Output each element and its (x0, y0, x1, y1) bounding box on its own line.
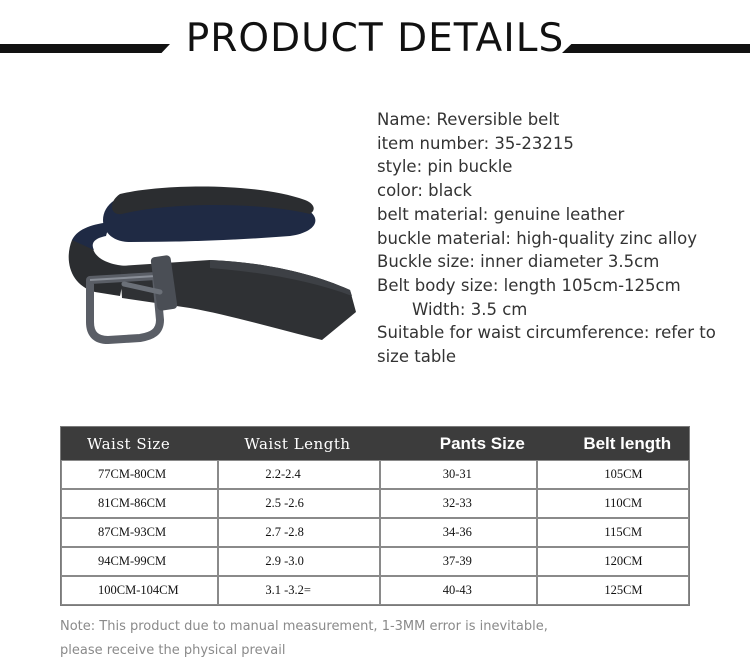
size-table (60, 426, 690, 606)
table-cell: 40-43 (380, 576, 538, 605)
table-cell: 3.1 -3.2= (218, 576, 379, 605)
table-row (61, 576, 689, 605)
belt-product-image (60, 180, 360, 350)
spec-name: Name: Reversible belt (377, 110, 560, 129)
product-specs (377, 108, 747, 369)
table-cell: 32-33 (380, 489, 538, 518)
spec-suitable-cont: size table (377, 347, 457, 367)
table-row (61, 547, 689, 576)
header-belt-length: Belt length (537, 427, 689, 460)
table-cell: 37-39 (380, 547, 538, 576)
table-cell: 125CM (537, 576, 689, 605)
spec-style: style: pin buckle (377, 157, 513, 177)
measurement-note (60, 615, 750, 663)
table-row (61, 489, 689, 518)
spec-buckle-material: buckle material: high-quality zinc alloy (377, 228, 697, 248)
table-cell: 100CM-104CM (61, 576, 218, 605)
table-cell: 94CM-99CM (61, 547, 218, 576)
spec-body-size: Belt body size: length 105cm-125cm (377, 275, 681, 295)
spec-width: Width: 3.5 cm (412, 299, 528, 319)
page-title: PRODUCT DETAILS (185, 16, 565, 61)
table-row (61, 460, 689, 489)
table-cell: 77CM-80CM (61, 460, 218, 489)
table-cell: 105CM (537, 460, 689, 489)
header-waist-length: Waist Length (218, 427, 379, 460)
table-cell: 2.7 -2.8 (218, 518, 379, 547)
note-line-2: please receive the physical prevail (60, 643, 286, 658)
header-pants-size: Pants Size (380, 427, 538, 460)
size-table-header (61, 427, 689, 460)
spec-item-number: item number: 35-23215 (377, 133, 574, 153)
page-header (0, 0, 750, 70)
spec-color: color: black (377, 181, 472, 201)
table-cell: 2.9 -3.0 (218, 547, 379, 576)
table-cell: 115CM (537, 518, 689, 547)
table-row (61, 518, 689, 547)
note-line-1: Note: This product due to manual measurement, 1-3MM error is inevitable, (60, 619, 548, 634)
table-cell: 30-31 (380, 460, 538, 489)
table-cell: 120CM (537, 547, 689, 576)
table-cell: 87CM-93CM (61, 518, 218, 547)
header-waist-size: Waist Size (61, 427, 218, 460)
table-cell: 2.2-2.4 (218, 460, 379, 489)
table-cell: 34-36 (380, 518, 538, 547)
table-cell: 81CM-86CM (61, 489, 218, 518)
spec-suitable: Suitable for waist circumference: refer to (377, 323, 716, 343)
table-cell: 2.5 -2.6 (218, 489, 379, 518)
table-cell: 110CM (537, 489, 689, 518)
spec-belt-material: belt material: genuine leather (377, 204, 625, 224)
spec-buckle-size: Buckle size: inner diameter 3.5cm (377, 252, 660, 272)
